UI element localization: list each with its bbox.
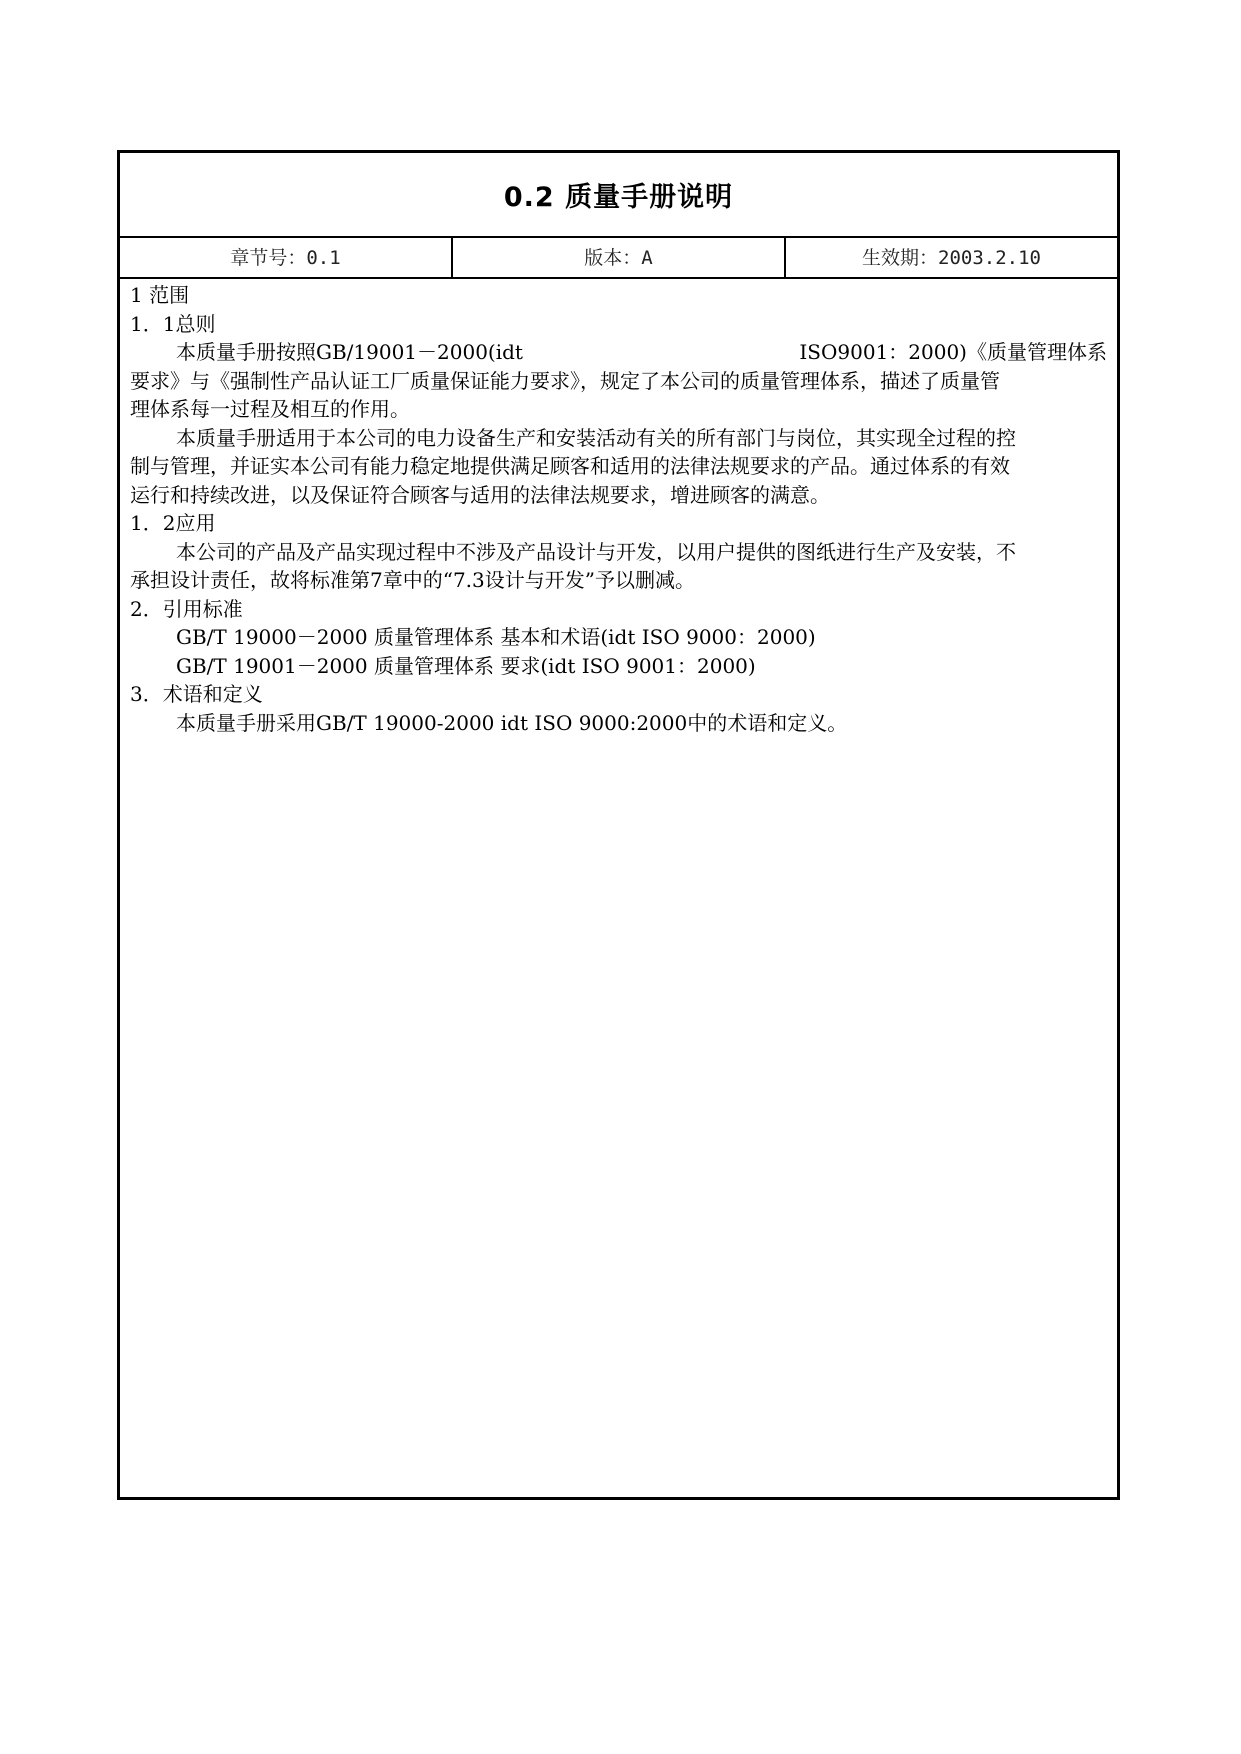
reference-2: GB/T 19001－2000 质量管理体系 要求(idt ISO 9001：2000) [176, 653, 756, 678]
document-frame [117, 150, 1120, 1500]
paragraph-1-line-3: 理体系每一过程及相互的作用。 [130, 397, 410, 421]
section-1-heading: 1 范围 [130, 283, 190, 307]
paragraph-2-line-3: 运行和持续改进，以及保证符合顾客与适用的法律法规要求，增进顾客的满意。 [130, 482, 830, 507]
paragraph-1-line-2: 要求》与《强制性产品认证工厂质量保证能力要求》，规定了本公司的质量管理体系，描述了质量管 [130, 368, 1000, 393]
paragraph-2-line-1: 本质量手册适用于本公司的电力设备生产和安装活动有关的所有部门与岗位，其实现全过程的控 [176, 425, 1016, 450]
paragraph-1-line-1-left: 本质量手册按照GB/19001－2000(idt [176, 340, 523, 364]
page-title: 0.2 质量手册说明 [120, 153, 1117, 238]
section-2-heading: 2．引用标准 [130, 596, 243, 621]
document-body [130, 281, 1107, 737]
meta-row [120, 236, 1117, 279]
paragraph-2-line-2: 制与管理，并证实本公司有能力稳定地提供满足顾客和适用的法律法规要求的产品。通过体系的有效 [130, 454, 1010, 478]
section-1-2-heading: 1．2应用 [130, 511, 216, 535]
section-1-1-heading: 1．1总则 [130, 311, 216, 336]
paragraph-4-line-1: 本质量手册采用GB/T 19000-2000 idt ISO 9000:2000中的术语和定义。 [176, 710, 848, 735]
chapter-number: 章节号：0.1 [230, 247, 341, 269]
paragraph-3-line-2: 承担设计责任，故将标准第7章中的“7.3设计与开发”予以删减。 [130, 568, 695, 592]
reference-1: GB/T 19000－2000 质量管理体系 基本和术语(idt ISO 9000：2000) [176, 625, 816, 649]
effective-date: 生效期：2003.2.10 [784, 236, 1117, 277]
paragraph-1-line-1 [130, 338, 1107, 367]
paragraph-1-line-1-right: ISO9001：2000)《质量管理体系 [799, 340, 1107, 364]
version: 版本：A [451, 236, 784, 277]
paragraph-3-line-1: 本公司的产品及产品实现过程中不涉及产品设计与开发，以用户提供的图纸进行生产及安装，不 [176, 539, 1016, 564]
section-3-heading: 3．术语和定义 [130, 682, 263, 706]
